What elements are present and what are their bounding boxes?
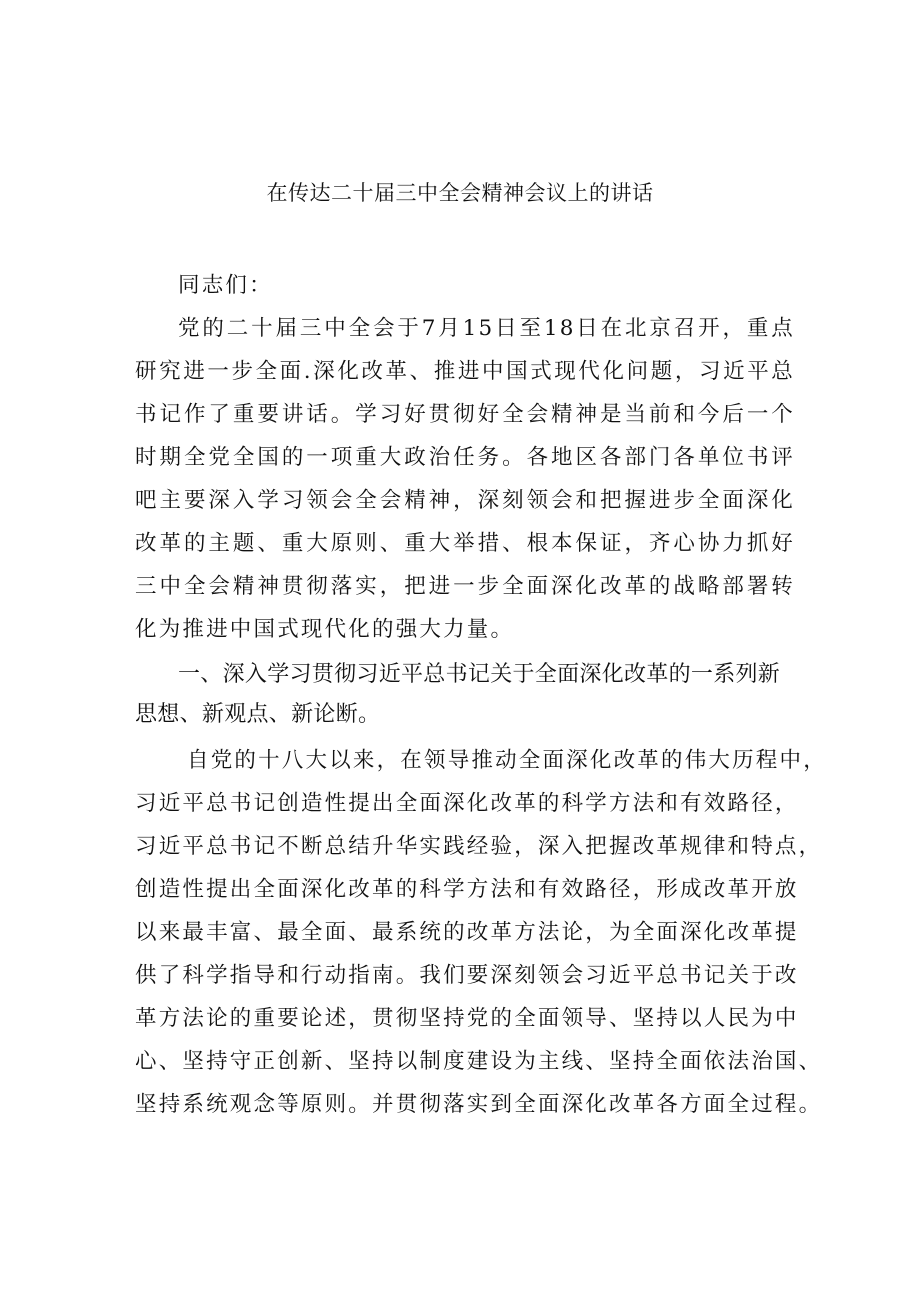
paragraph-2-line: 习近平总书记不断总结升华实践经验，深入把握改革规律和特点，: [135, 834, 823, 859]
paragraph-2-line: 自党的十八大以来，在领导推动全面深化改革的伟大历程中，: [187, 748, 827, 773]
paragraph-2-line: 心、坚持守正创新、坚持以制度建设为主线、坚持全面依法治国、: [135, 1049, 823, 1074]
paragraph-2-line: 革方法论的重要论述，贯彻坚持党的全面领导、坚持以人民为中: [135, 1006, 799, 1031]
paragraph-1: 党的二十届三中全会于7月15日至18日在北京召开，重点研究进一步全面.深化改革、推进中国式现代化问题，习近平总书记作了重要讲话。学习好贯彻好全会精神是当前和今后一个时期全党全国的一项重大政治任务。各地区各部门各单位书评吧主要深入学习领会全会精神，深刻领会和把握进步全面深化改革的主题、重大原则、重大举措、根本保证，齐心协力抓好三中全会精神贯彻落实，把进一步全面深化改革的战略部署转化为推进中国式现代化的强大力量。: [135, 316, 795, 642]
section-heading-1: 一、深入学习贯彻习近平总书记关于全面深化改革的一系列新思想、新观点、新论断。: [135, 662, 781, 727]
paragraph-2: [135, 739, 827, 1126]
paragraph-2-line: 习近平总书记创造性提出全面深化改革的科学方法和有效路径，: [135, 791, 799, 816]
paragraph-2-line: 坚持系统观念等原则。并贯彻落实到全面深化改革各方面全过程。: [135, 1092, 823, 1117]
greeting: 同志们：: [178, 273, 273, 298]
paragraph-2-line: 供了科学指导和行动指南。我们要深刻领会习近平总书记关于改: [135, 963, 799, 988]
paragraph-2-line: 以来最丰富、最全面、最系统的改革方法论，为全面深化改革提: [135, 920, 799, 945]
paragraph-2-line: 创造性提出全面深化改革的科学方法和有效路径，形成改革开放: [135, 877, 799, 902]
document-title: 在传达二十届三中全会精神会议上的讲话: [266, 181, 654, 205]
